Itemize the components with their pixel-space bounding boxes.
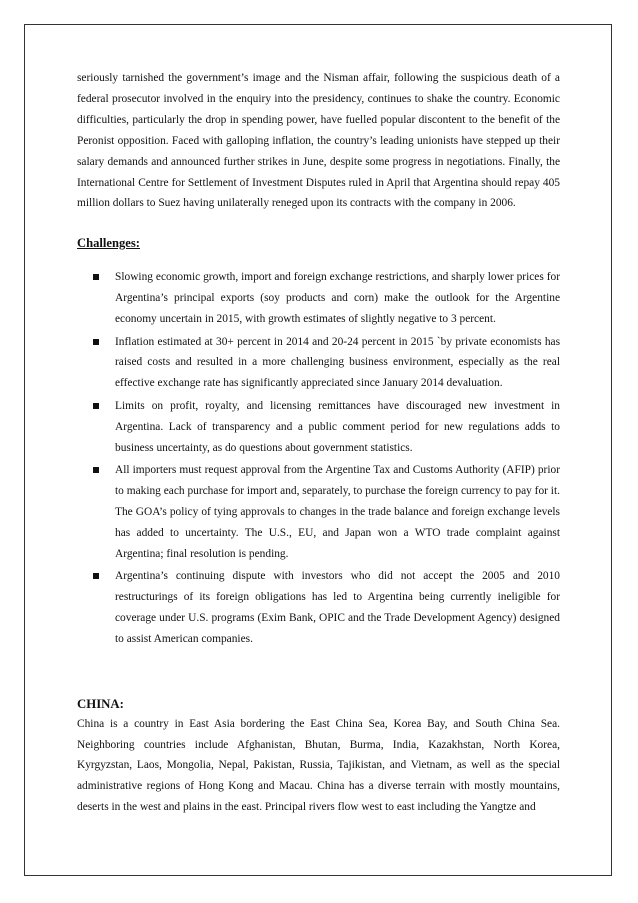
square-bullet-icon	[93, 274, 99, 280]
china-heading: CHINA:	[77, 696, 124, 711]
list-item	[77, 566, 560, 650]
list-item-text: Slowing economic growth, import and foreign exchange restrictions, and sharply lower prices for Argentina’s principal exports (soy products and corn) make the outlook for the Argentine economy uncertain in 2015, with growth estimates of slightly negative to 3 percent.	[115, 271, 560, 326]
list-item-text: Argentina’s continuing dispute with investors who did not accept the 2005 and 2010 restructurings of its foreign obligations has led to Argentina being currently ineligible for coverage under U.S. programs (Exim Bank, OPIC and the Trade Development Agency) designed to assist American companies.	[115, 570, 560, 645]
list-item-text: Limits on profit, royalty, and licensing remittances have discouraged new investment in Argentina. Lack of transparency and a public comment period for new regulations adds to business uncertainty, as do questions about government statistics.	[115, 399, 560, 454]
square-bullet-icon	[93, 339, 99, 345]
list-item	[77, 396, 560, 459]
china-paragraph: China is a country in East Asia bordering the East China Sea, Korea Bay, and South China Sea. Neighboring countries include Afghanistan, Bhutan, Burma, India, Kazakhstan, North Korea, Kyrgyzstan, Laos, Mongolia, Nepal, Pakistan, Russia, Tajikistan, and Vietnam, as well as the special administrative regions of Hong Kong and Macau. China has a diverse terrain with mostly mountains, deserts in the west and plains in the east. Principal rivers flow west to east including the Yangtze and	[77, 717, 560, 814]
document-body	[77, 68, 560, 818]
list-item	[77, 332, 560, 395]
square-bullet-icon	[93, 467, 99, 473]
list-item	[77, 267, 560, 330]
list-item-text: All importers must request approval from the Argentine Tax and Customs Authority (AFIP) prior to making each purchase for import and, separately, to purchase the foreign currency to pay for it. The GOA’s policy of tying approvals to changes in the trade balance and foreign exchange levels has added to uncertainty. The U.S., EU, and Japan won a WTO trade complaint against Argentina; final resolution is pending.	[115, 464, 560, 560]
challenges-heading: Challenges:	[77, 236, 140, 251]
list-item	[77, 460, 560, 565]
intro-paragraph: seriously tarnished the government’s image and the Nisman affair, following the suspicious death of a federal prosecutor involved in the enquiry into the presidency, continues to shake the country. Economic difficulties, particularly the drop in spending power, have fuelled popular discontent to the benefit of the Peronist opposition. Faced with galloping inflation, the country’s leading unionists have stepped up their salary demands and announced further strikes in June, despite some progress in negotiations. Finally, the International Centre for Settlement of Investment Disputes ruled in April that Argentina should repay 405 million dollars to Suez having unilaterally reneged upon its contracts with the company in 2006.	[77, 72, 560, 210]
challenges-list	[77, 267, 560, 649]
square-bullet-icon	[93, 403, 99, 409]
list-item-text: Inflation estimated at 30+ percent in 2014 and 20-24 percent in 2015 `by private economists has raised costs and resulted in a more challenging business environment, especially as the real effective exchange rate has significantly appreciated since January 2014 devaluation.	[115, 335, 560, 390]
square-bullet-icon	[93, 573, 99, 579]
